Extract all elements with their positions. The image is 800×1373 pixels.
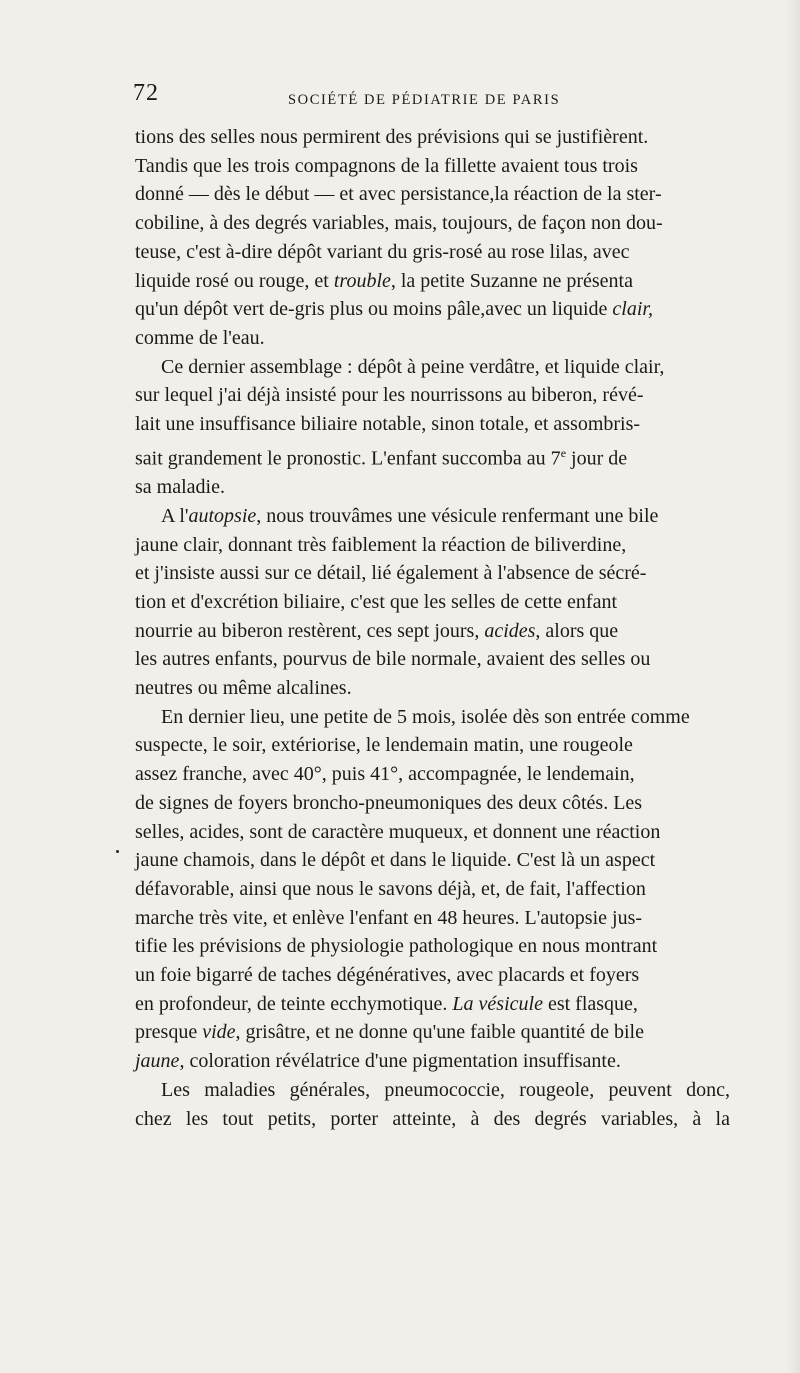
italic-term: acides bbox=[484, 619, 536, 642]
italic-term: jaune bbox=[135, 1050, 180, 1073]
paragraph: Ce dernier assemblage : dépôt à peine verdâtre, et liquide clair, sur lequel j'ai déjà insisté pour les nourrissons au biberon, révé- lait une insuffisance biliaire notable, sinon totale, et assombris- sait grandement le pronostic. L'enfant succomba au 7e jour de sa maladie. bbox=[135, 355, 665, 499]
italic-term: vide bbox=[202, 1021, 236, 1044]
page-edge-shadow bbox=[786, 0, 800, 1373]
running-head: SOCIÉTÉ DE PÉDIATRIE DE PARIS bbox=[288, 92, 561, 108]
paragraph: A l'autopsie, nous trouvâmes une vésicule renfermant une bile jaune clair, donnant très faiblement la réaction de biliverdine, et j'insiste aussi sur ce détail, lié également à l'absence de sécré- tion et d'excrétion biliaire, c'est que les selles de cette enfant nourrie au biberon restèrent, ces sept jours, acides, alors que les autres enfants, pourvus de bile normale, avaient des selles ou neutres ou même alcalines. bbox=[135, 504, 659, 700]
italic-term: clair, bbox=[612, 298, 653, 321]
page-header bbox=[133, 80, 723, 114]
page-number: 72 bbox=[133, 80, 159, 106]
paragraph: Les maladies générales, pneumococcie, rougeole, peuvent donc, chez les tout petits, porter atteinte, à des degrés variables, à la bbox=[135, 1078, 730, 1130]
paragraph: En dernier lieu, une petite de 5 mois, isolée dès son entrée comme suspecte, le soir, extériorise, le lendemain matin, une rougeole assez franche, avec 40°, puis 41°, accompagnée, le lendemain, de signes de foyers broncho-pneumoniques des deux côtés. Les selles, acides, sont de caractère muqueux, et donnent une réaction jaune chamois, dans le dépôt et dans le liquide. C'est là un aspect défavorable, ainsi que nous le savons déjà, et, de fait, l'affection marche très vite, et enlève l'enfant en 48 heures. L'autopsie jus- tifie les prévisions de physiologie pathologique en nous montrant un foie bigarré de taches dégénératives, avec placards et foyers en profondeur, de teinte ecchymotique. La vésicule est flasque, presque vide, grisâtre, et ne donne qu'une faible quantité de bile jaune, coloration révélatrice d'une pigmentation insuffisante. bbox=[135, 705, 690, 1073]
italic-term: autopsie bbox=[188, 504, 257, 527]
paragraph: tions des selles nous permirent des prévisions qui se justifièrent. Tandis que les trois compagnons de la fillette avaient tous trois donné — dès le début — et avec persistance,la réaction de la ster- cobiline, à des degrés variables, mais, toujours, de façon non dou- teuse, c'est à-dire dépôt variant du gris-rosé au rose lilas, avec liquide rosé ou rouge, et trouble, la petite Suzanne ne présenta qu'un dépôt vert de-gris plus ou moins pâle,avec un liquide clair, comme de l'eau. bbox=[135, 126, 663, 349]
margin-mark bbox=[116, 850, 119, 853]
body-text bbox=[135, 123, 730, 1133]
italic-term: La vésicule bbox=[452, 992, 543, 1015]
superscript: e bbox=[560, 445, 567, 460]
italic-term: trouble bbox=[333, 269, 391, 292]
